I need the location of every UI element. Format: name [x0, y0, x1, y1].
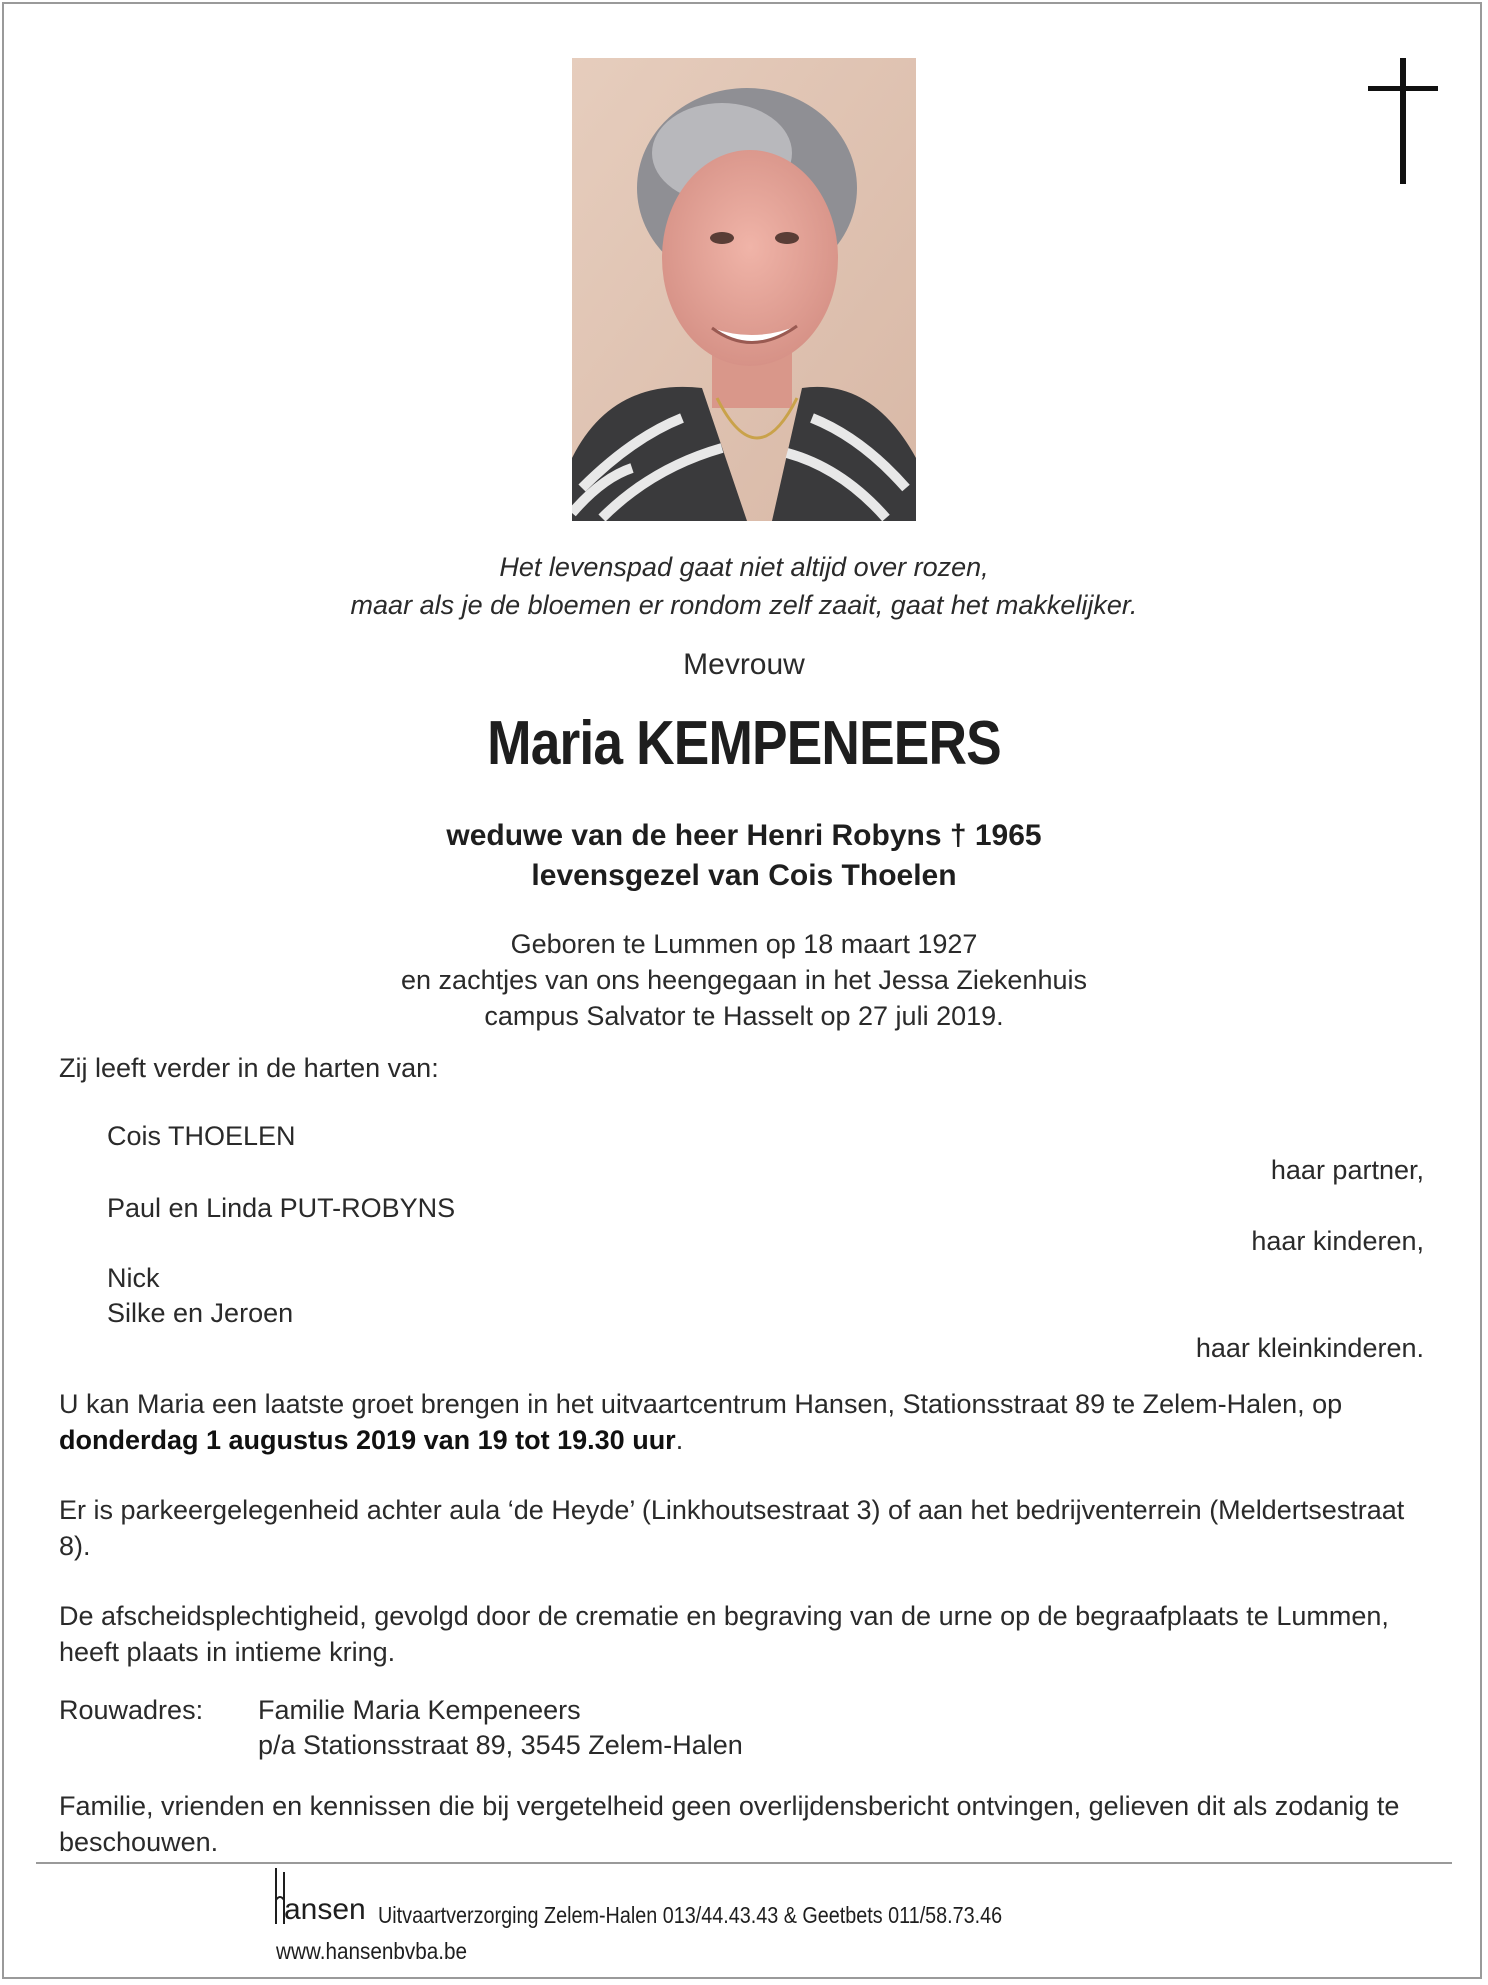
- address-label: Rouwadres:: [59, 1695, 204, 1725]
- quote-line-1: Het levenspad gaat niet altijd over rozen,: [499, 552, 989, 582]
- deceased-name: Maria KEMPENEERS: [487, 709, 1001, 778]
- logo-text: ansen: [284, 1893, 366, 1926]
- honorific: Mevrouw: [683, 648, 805, 681]
- partner-role: haar partner,: [1270, 1155, 1424, 1185]
- parking-info: Er is parkeergelegenheid achter aula ‘de Heyde’ (Linkhoutsestraat 3) of aan het bedrijventerrein (Meldertsestraat 8).: [59, 1495, 1405, 1561]
- memorial-quote: [0, 548, 1488, 624]
- footer-contact: Uitvaartverzorging Zelem-Halen 013/44.43.43 & Geetbets 011/58.73.46: [378, 1902, 1003, 1928]
- quote-line-2: maar als je de bloemen er rondom zelf zaait, gaat het makkelijker.: [350, 590, 1138, 620]
- birth-line-1: Geboren te Lummen op 18 maart 1927: [510, 929, 978, 959]
- grandchild-1: Nick: [107, 1263, 160, 1293]
- birth-death-info: [0, 926, 1488, 1034]
- visit-date: donderdag 1 augustus 2019 van 19 tot 19.30 uur: [59, 1425, 676, 1455]
- birth-line-3: campus Salvator te Hasselt op 27 juli 2019.: [484, 1001, 1004, 1031]
- visit-info: [59, 1386, 1429, 1458]
- birth-line-2: en zachtjes van ons heengegaan in het Jessa Ziekenhuis: [401, 965, 1087, 995]
- grandchild-2: Silke en Jeroen: [107, 1298, 294, 1328]
- closing-text: Familie, vrienden en kennissen die bij vergetelheid geen overlijdensbericht ontvingen, gelieven dit als zodanig te beschouwen.: [59, 1791, 1400, 1857]
- portrait-photo: [572, 58, 916, 521]
- footer-website: www.hansenbvba.be: [276, 1938, 468, 1964]
- address-line-2: p/a Stationsstraat 89, 3545 Zelem-Halen: [258, 1730, 743, 1760]
- cross-icon: [1364, 58, 1442, 188]
- relation-line-2: levensgezel van Cois Thoelen: [531, 859, 957, 892]
- visit-text-2: .: [675, 1425, 684, 1455]
- children-role: haar kinderen,: [1251, 1226, 1424, 1256]
- footer-divider: [36, 1862, 1452, 1864]
- grandchildren-role: haar kleinkinderen.: [1195, 1333, 1424, 1363]
- visit-text-1: U kan Maria een laatste groet brengen in het uitvaartcentrum Hansen, Stationsstraat 89 te Zelem-Halen, op: [59, 1389, 1343, 1419]
- address-line-1: Familie Maria Kempeneers: [258, 1695, 581, 1725]
- relation-lines: [0, 816, 1488, 896]
- partner-name: Cois THOELEN: [107, 1121, 296, 1151]
- relation-line-1: weduwe van de heer Henri Robyns † 1965: [446, 819, 1042, 852]
- survivors-intro: Zij leeft verder in de harten van:: [59, 1053, 439, 1083]
- children-name: Paul en Linda PUT-ROBYNS: [107, 1193, 456, 1223]
- ceremony-info: De afscheidsplechtigheid, gevolgd door de crematie en begraving van de urne op de begraafplaats te Lummen, heeft plaats in intieme kring.: [59, 1601, 1389, 1667]
